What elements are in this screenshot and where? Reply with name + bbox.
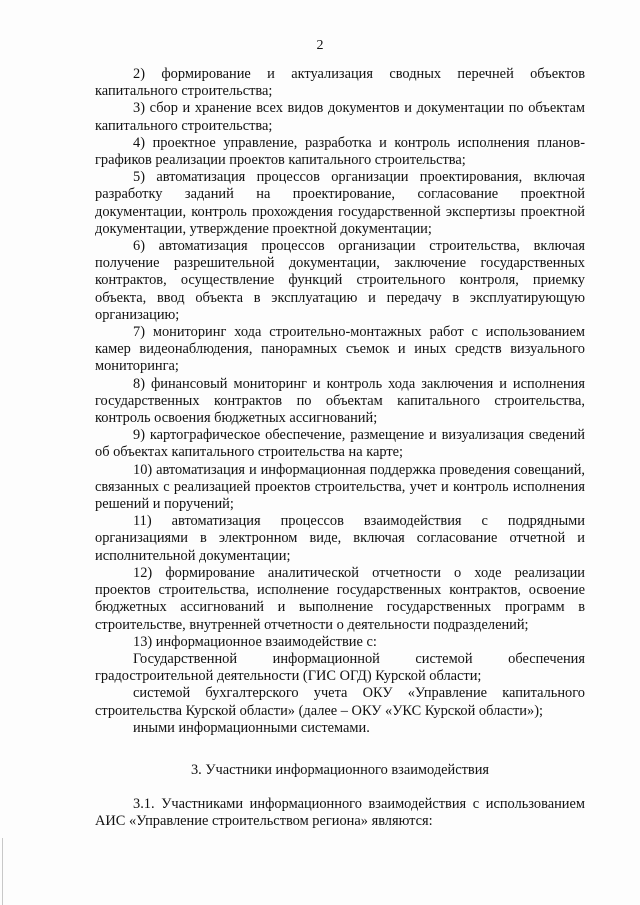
list-item: 12) формирование аналитической отчетности о ходе реализации проектов строительства, исполнение государственных контрактов, освоение бюджетных ассигнований и выполнение государственных программ в строительстве, внутренней отчетности о деятельности подразделений; [95, 564, 585, 633]
page-number: 2 [316, 38, 324, 53]
list-item: 10) автоматизация и информационная поддержка проведения совещаний, связанных с реализацией проектов строительства, учет и контроль исполнения решений и поручений; [95, 461, 585, 513]
list-item: 6) автоматизация процессов организации строительства, включая получение разрешительной документации, заключение государственных контрактов, осуществление функций строительного контроля, приемку объекта, ввод объекта в эксплуатацию и передачу в эксплуатирующую организацию; [95, 238, 585, 323]
clause-3-1 [95, 796, 585, 830]
section-heading: 3. Участники информационного взаимодействия [190, 762, 490, 778]
list-item: иными информационными системами. [133, 719, 370, 736]
list-item: 2) формирование и актуализация сводных перечней объектов капитального строительства; [95, 66, 585, 100]
document-body [95, 66, 585, 737]
list-item: 5) автоматизация процессов организации проектирования, включая разработку заданий на проектирование, согласование проектной документации, контроль прохождения государственной экспертизы проектной документации, утверждение проектной документации; [95, 169, 585, 237]
list-item: 7) мониторинг хода строительно-монтажных работ с использованием камер видеонаблюдения, панорамных съемок и иных средств визуального мониторинга; [95, 324, 585, 375]
list-item: системой бухгалтерского учета ОКУ «Управление капитального строительства Курской области» (далее – ОКУ «УКС Курской области»); [95, 685, 585, 719]
list-item: 13) информационное взаимодействие с: [133, 633, 377, 650]
list-item: 8) финансовый мониторинг и контроль хода заключения и исполнения государственных контрактов по объектам капитального строительства, контроль освоения бюджетных ассигнований; [95, 375, 585, 427]
list-item: 11) автоматизация процессов взаимодействия с подрядными организациями в электронном виде, включая согласование отчетной и исполнительной документации; [95, 513, 585, 564]
clause-text: 3.1. Участниками информационного взаимодействия с использованием АИС «Управление строительством региона» являются: [95, 796, 585, 830]
list-item: Государственной информационной системой обеспечения градостроительной деятельности (ГИС ОГД) Курской области; [95, 650, 585, 685]
scan-edge-line [2, 838, 3, 905]
list-item: 9) картографическое обеспечение, размещение и визуализация сведений об объектах капитального строительства на карте; [95, 427, 585, 461]
list-item: 3) сбор и хранение всех видов документов и документации по объектам капитального строительства; [95, 100, 585, 134]
list-item: 4) проектное управление, разработка и контроль исполнения планов-графиков реализации проектов капитального строительства; [95, 134, 585, 169]
